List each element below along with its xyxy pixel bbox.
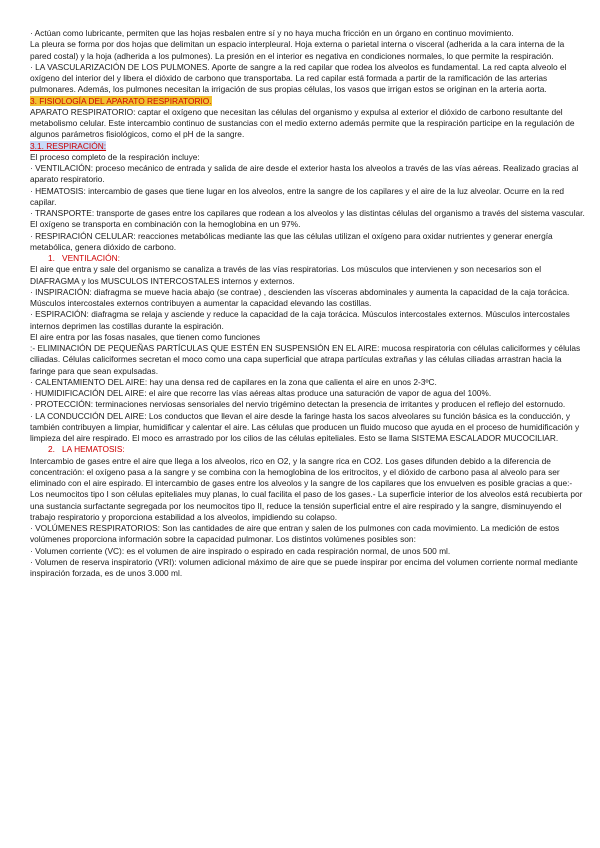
paragraph-aparato-respiratorio: APARATO RESPIRATORIO: captar el oxígeno que necesitan las células del organismo y expulsa al exterior el dióxido de carbono resultante del metabolismo celular. Este intercambio continuo de sustancias con el medio externo además permite que la respiración participe en la regulación de algunos parámetros fisiológicos, como el pH de la sangre. [30, 106, 575, 140]
list-item-hematosis: · HEMATOSIS: intercambio de gases que tiene lugar en los alveolos, entre la sangre de los capilares y el aire de la luz alveolar. Ocurre en la red capilar. [30, 185, 564, 207]
numbered-heading-title: LA HEMATOSIS: [62, 444, 125, 455]
paragraph-aire-entra: El aire que entra y sale del organismo se canaliza a través de las vías respiratorias. Los músculos que intervienen y son necesarios son el DIAFRAGMA y los MUSCULOS INTERCOSTALES internos y externos. [30, 264, 542, 286]
list-item-respiracion-celular: · RESPIRACIÓN CELULAR: reacciones metabólicas mediante las que las células utilizan el oxígeno para oxidar nutrientes y generar energía metabólica, genera dióxido de carbono. [30, 230, 553, 252]
list-item-eliminacion: :- ELIMINACIÓN DE PEQUEÑAS PARTÍCULAS QUE ESTÉN EN SUSPENSIÓN EN EL AIRE: mucosa respiratoria con células caliciformes y células ciliadas. Células caliciformes secretan el moco como una capa superficial que atrapa partículas extrañas y las células ciliadas arrastran hacia la faringe para que sean expulsadas. [30, 343, 581, 376]
section-heading-fisiologia [30, 96, 585, 107]
numbered-heading-number: 1. [48, 253, 55, 263]
subsection-heading-text: 3.1. RESPIRACIÓN: [30, 140, 107, 151]
paragraph-intercambio: Intercambio de gases entre el aire que llega a los alveolos, rico en O2, y la sangre rica en CO2. Los gases difunden debido a la diferencia de concentración: el oxígeno pasa a la sangre y se combina con la hemoglobina de los eritrocitos, y el dióxido de carbono pasa al alveolo para ser eliminado con el aire espirado. El intercambio de gases entre los alveolos y la sangre de los capilares que los envuelven es posible gracias a que:- Los neumocitos tipo I son células epiteliales muy planas, lo cual facilita el paso de los gases.- La superficie interior de los alveolos está recubierta por una sustancia surfactante segregada por los neumocitos tipo II, reduce la tensión superficial entre el aire respirado y la sangre, disminuyendo el trabajo respiratorio y proporciona estabilidad a los alveolos, impidiendo su colapso. [30, 455, 583, 522]
paragraph-pleura: La pleura se forma por dos hojas que delimitan un espacio interpleural. Hoja externa o parietal interna o visceral (adherida a la cara interna de la pared costal) y la hoja (adherida a los pulmones). La presión en el interior es negativa en condiciones normales, lo que permite la respiración. [30, 39, 565, 61]
list-item-ventilacion: · VENTILACIÓN: proceso mecánico de entrada y salida de aire desde el exterior hasta los alveolos a través de las vías aéreas. Realizado gracias al aparato respiratorio. [30, 163, 579, 185]
list-item-inspiracion: · INSPIRACIÓN: diafragma se mueve hacia abajo (se contrae) , descienden las vísceras abdominales y aumenta la capacidad de la caja torácica. Músculos intercostales externos contribuyen a aumentar la capacidad elevando las costillas. [30, 286, 570, 308]
list-item-volumenes: · VOLÚMENES RESPIRATORIOS: Son las cantidades de aire que entran y salen de los pulmones con cada movimiento. La medición de estos volúmenes proporciona información sobre la capacidad pulmonar. Los distintos volúmenes posibles son: [30, 523, 560, 545]
section-heading-text: 3. FISIOLOGÍA DEL APARATO RESPIRATORIO. [30, 95, 212, 106]
numbered-heading-hematosis [30, 444, 585, 455]
list-item-calentamiento: · CALENTAMIENTO DEL AIRE: hay una densa red de capilares en la zona que calienta el aire en unos 2-3ºC. [30, 376, 437, 387]
paragraph-proceso: El proceso completo de la respiración incluye: [30, 151, 200, 162]
paragraph-fosas-nasales: El aire entra por las fosas nasales, que tienen como funciones [30, 331, 261, 342]
numbered-heading-ventilacion [30, 253, 585, 264]
paragraph-lubricante: · Actúan como lubricante, permiten que las hojas resbalen entre sí y no haya mucha fricción en un órgano en continuo movimiento. [30, 28, 514, 38]
numbered-heading-title: VENTILACIÓN: [62, 253, 120, 263]
numbered-heading-number: 2. [48, 444, 55, 455]
list-item-humidificacion: · HUMIDIFICACIÓN DEL AIRE: el aire que recorre las vías aéreas altas produce una saturación de vapor de agua del 100%. [30, 388, 492, 398]
list-item-proteccion: · PROTECCIÓN: terminaciones nerviosas sensoriales del nervio trigémino detectan la presencia de irritantes y producen el reflejo del estornudo. [30, 399, 566, 410]
list-item-espiracion: · ESPIRACIÓN: diafragma se relaja y asciende y reduce la capacidad de la caja torácica. Músculos intercostales externos. Músculos intercostales internos deprimen las costillas durante la espiración. [30, 309, 570, 331]
subsection-heading-respiracion [30, 141, 585, 152]
list-item-volumen-corriente: · Volumen corriente (VC): es el volumen de aire inspirado o espirado en cada respiración normal, de unos 500 ml. [30, 545, 451, 556]
paragraph-vascularizacion: · LA VASCULARIZACIÓN DE LOS PULMONES. Aporte de sangre a la red capilar que rodea los alveolos es fundamental. La red capta alveolo el oxígeno del interior del y libera el dióxido de carbono que transportaba. La red capilar está formada a partir de la ramificación de las arterias pulmonares. Además, los pulmones necesitan la irrigación de sus propias células, los vasos que irrigan estos se originan en la arteria aorta. [30, 61, 567, 95]
list-item-conduccion: · LA CONDUCCIÓN DEL AIRE: Los conductos que llevan el aire desde la faringe hasta los sacos alveolares su función básica es la conducción, y también contribuyen a limpiar, humidificar y calentar el aire. Las células que producen un fluido mucoso que ayuda en el proceso de humidificación y limpieza del aire respirado. El moco es arrastrado por los cilios de las células epiteliales. Esto se llama SISTEMA ESCALADOR MUCOCILIAR. [30, 410, 580, 443]
list-item-transporte: · TRANSPORTE: transporte de gases entre los capilares que rodean a los alveolos y las distintas células del organismo a través del sistema vascular. El oxígeno se transporta en combinación con la hemoglobina en un 97%. [30, 208, 585, 230]
list-item-volumen-reserva: · Volumen de reserva inspiratorio (VRI): volumen adicional máximo de aire que se puede inspirar por encima del volumen corriente normal mediante inspiración forzada, es de unos 3.000 ml. [30, 556, 578, 578]
